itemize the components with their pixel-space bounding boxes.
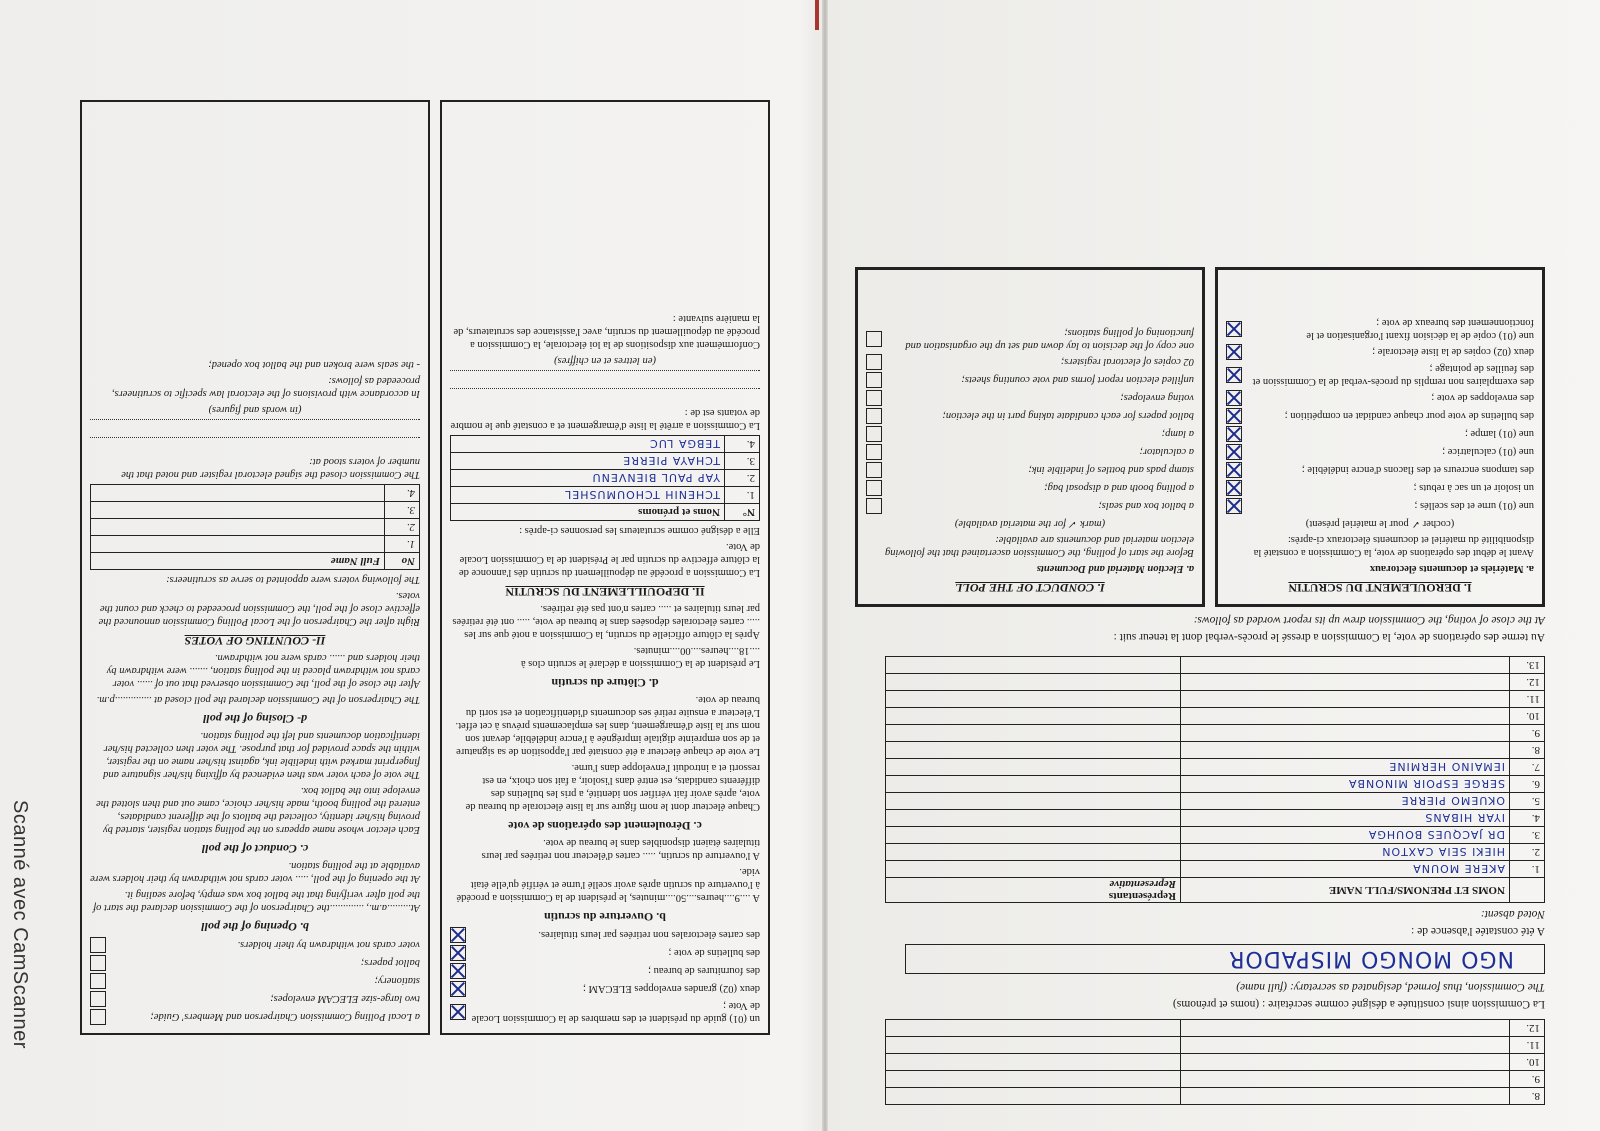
watermark <box>0 800 40 1100</box>
representative-row <box>886 674 1545 691</box>
scrutineer-en-num: 4. <box>385 485 420 502</box>
right-page <box>855 65 1545 1105</box>
representative-row <box>886 725 1545 742</box>
representative-num: 6. <box>1510 776 1545 793</box>
right-fr-material-checkbox[interactable] <box>1226 498 1242 514</box>
page-fold <box>822 0 828 1131</box>
representative-name <box>1181 691 1510 708</box>
member-rep-cell <box>886 1054 1181 1071</box>
left-fr-material-item-label: des fournitures de bureau ; <box>648 965 760 977</box>
closing-statement-en: At the close of voting, the Commission drew up its report worded as follows: <box>1193 614 1545 626</box>
representative-name <box>1181 674 1510 691</box>
member-row <box>886 1071 1545 1088</box>
binding-mark <box>815 0 819 30</box>
right-fr-material-checkbox[interactable] <box>1226 344 1242 360</box>
rep-header-num <box>1510 878 1545 903</box>
representative-cell <box>886 759 1181 776</box>
left-fr-material-item <box>450 927 760 943</box>
left-en-material-item-label: ballot papers; <box>360 957 420 969</box>
left-en-material-checkbox[interactable] <box>90 955 106 971</box>
scrut-header-n-en: No <box>385 553 420 570</box>
left-en-material-item-label: stationery; <box>374 975 420 987</box>
rep-header-rep-fr: Représentants <box>1108 890 1176 902</box>
right-en-material-item-label: a ballot box and seals; <box>1098 500 1194 512</box>
scrutineer-en-row <box>91 519 420 536</box>
absence-label-fr: A été constatée l'absence de : <box>1411 925 1545 937</box>
representative-name: DR JACQUES BOUHGA <box>1181 827 1510 844</box>
representative-row <box>886 759 1545 776</box>
representative-num: 5. <box>1510 793 1545 810</box>
materials-intro-fr: Avant le début des opérations de vote, la Commission a constaté la disponibilité du matériel et documents électoraux ci-après: <box>1253 534 1534 558</box>
right-en-material-checkbox[interactable] <box>866 408 882 424</box>
closing-text2-fr: Après la clôture officielle du scrutin, la Commission a noté que sur les ..... cartes électorales déposées dans le bureau de vote, ..... ont été retirées par leurs titulaires et ..... cartes n'ont pas été retirées. <box>452 603 760 640</box>
left-fr-material-item <box>450 945 760 961</box>
conduct-poll-title-fr: I. DEROULEMENT DU SCRUTIN <box>1288 581 1472 595</box>
left-fr-material-checkbox[interactable] <box>450 963 466 979</box>
right-fr-material-checkbox[interactable] <box>1226 480 1242 496</box>
representative-cell <box>886 708 1181 725</box>
left-fr-material-checkbox[interactable] <box>450 927 466 943</box>
member-row <box>886 1054 1545 1071</box>
right-fr-material-item-label: une (01) lampe ; <box>1464 428 1534 440</box>
scrutineer-fr-num: 3. <box>725 453 760 470</box>
representative-num: 8. <box>1510 742 1545 759</box>
scrutineer-en-name <box>91 536 385 553</box>
scrutineer-en-name <box>91 485 385 502</box>
right-en-material-checkbox[interactable] <box>866 480 882 496</box>
conduct-text-fr: Chaque électeur dont le nom figure sur la liste électorale du bureau de vote, après avoir fait vérifier son identité, a pris les bulletins des différents candidats, est entré dans l'isoloir, a fait son choix, en est ressorti et a introduit l'enveloppe dans l'urne. <box>465 762 760 812</box>
rep-header-name: NOMS ET PRENOMS/FULL NAME <box>1181 878 1510 903</box>
counting-text-en: Right after the Chairperson of the Local Polling Commission announced the effective close of the poll, the Commission proceeded to check and count the votes. <box>98 590 420 627</box>
counting-text2-fr: Elle a désigné comme scrutateurs les personnes ci-après : <box>519 525 760 536</box>
representative-name: SERGE ESPOIR MINONBA <box>1181 776 1510 793</box>
representative-row <box>886 691 1545 708</box>
closing-title-fr: d. Clôture du scrutin <box>551 676 659 690</box>
words-figures-fr: (en lettres et en chiffres) <box>554 355 656 366</box>
conduct-title-fr: c. Déroulement des opérations de vote <box>508 819 702 833</box>
right-en-material-item-label: voting envelopes; <box>1120 392 1194 404</box>
materials-sub-fr: a. Matériels et documents électoraux <box>1369 563 1534 574</box>
conduct-text-en: Each elector whose name appears on the polling station register, started by proving his/her identity, collected the ballots of the different candidates, entered the polling booth, made his/her choice, came out and then slotted the envelope into the ballot box. <box>96 785 420 835</box>
scrut-header-n: N° <box>725 504 760 521</box>
representative-row <box>886 657 1545 674</box>
materials-fr-box <box>1215 267 1545 607</box>
left-fr-material-item-label: des bulletins de vote ; <box>668 947 760 959</box>
left-en-material-item <box>90 937 420 953</box>
left-en-material-checkbox[interactable] <box>90 937 106 953</box>
scrutineer-en-row <box>91 502 420 519</box>
right-fr-material-item <box>1226 426 1534 442</box>
right-fr-material-checkbox[interactable] <box>1226 390 1242 406</box>
left-fr-material-checkbox[interactable] <box>450 1004 466 1020</box>
right-en-material-checkbox[interactable] <box>866 390 882 406</box>
representative-num: 4. <box>1510 810 1545 827</box>
member-rep-cell <box>886 1088 1181 1105</box>
representative-name: AKERE MOUNA <box>1181 861 1510 878</box>
scrutineer-fr-row <box>451 453 760 470</box>
member-name-cell <box>1181 1088 1510 1105</box>
right-fr-material-item <box>1226 316 1534 342</box>
voters-count-text-en: The Commission closed the signed electoral register and noted that the number of voters stood at: <box>121 456 420 480</box>
right-en-material-checkbox[interactable] <box>866 498 882 514</box>
counting-title-fr: II. DEPOUILLEMENT DU SCRUTIN <box>505 585 705 599</box>
secretary-label-en: The Commission, thus formed, designated as secretary: (full name) <box>1236 981 1545 993</box>
member-rep-cell <box>886 1037 1181 1054</box>
right-en-material-item-label: one copy of the decision to lay down and set up the organisation and functioning of polling stations; <box>905 327 1194 351</box>
counting-text2-en: The following voters were appointed to serve as scrutineers: <box>166 574 420 585</box>
left-en-column <box>80 100 430 1035</box>
counting-text-fr: La Commission a procédé au dépouillement du scrutin dès l'annonce de la clôture effective du scrutin par le Président de la Commission Locale de Vote. <box>458 541 760 578</box>
member-name-cell <box>1181 1020 1510 1037</box>
right-en-material-checkbox[interactable] <box>866 331 882 347</box>
scrutineer-en-num: 2. <box>385 519 420 536</box>
absence-label-en: Noted absent: <box>1480 908 1545 920</box>
representative-name <box>1181 742 1510 759</box>
right-fr-material-checkbox[interactable] <box>1226 408 1242 424</box>
representative-row <box>886 793 1545 810</box>
scrutineer-fr-row <box>451 487 760 504</box>
scrutineer-en-row <box>91 485 420 502</box>
right-fr-material-checkbox[interactable] <box>1226 462 1242 478</box>
secretary-name-box <box>905 944 1545 974</box>
left-en-material-checkbox[interactable] <box>90 991 106 1007</box>
closing-text2-en: After the close of the poll, the Commission observed that out of ...... voter cards not withdrawn placed in the polling station, ....... were withdrawn by their holders and ...... cards were not withdrawn. <box>106 652 420 689</box>
scrutineer-fr-name: TCHENIH TCHOUMUSHEL <box>451 487 725 504</box>
representative-row <box>886 742 1545 759</box>
conduct-text2-fr: Le vote de chaque électeur a été constaté par l'apposition de sa signature et de son empreinte digitale imprégnée à l'encre indélébile, devant son nom sur la liste d'émargement, dans les emplacements prévus à cet effet. L'électeur a ensuite retiré ses documents d'identification et est sorti du bureau de vote. <box>455 694 760 757</box>
left-fr-material-item <box>450 963 760 979</box>
member-name-cell <box>1181 1037 1510 1054</box>
representative-cell <box>886 776 1181 793</box>
left-en-material-item-label: two large-size ELECAM envelopes; <box>270 993 420 1005</box>
representative-cell <box>886 793 1181 810</box>
counting-title-en: II- COUNTING OF VOTES <box>184 634 326 648</box>
representative-cell <box>886 674 1181 691</box>
right-en-material-item-label: a polling booth and a disposal bag; <box>1044 482 1194 494</box>
right-en-material-item-label: ballot papers for each candidate taking part in the election; <box>942 410 1194 422</box>
counting-text4-en: In accordance with provisions of the electoral law specific to scrutineers, proceeded as follows: <box>111 375 420 399</box>
right-en-material-item <box>866 444 1194 460</box>
right-fr-material-item <box>1226 390 1534 406</box>
left-fr-material-item-label: deux (02) grandes enveloppes ELECAM ; <box>583 983 760 995</box>
representative-row <box>886 708 1545 725</box>
member-num: 9. <box>1510 1071 1545 1088</box>
secretary-label-fr: La Commission ainsi constituée a désigné comme secrétaire : (noms et prénoms) <box>1172 998 1545 1010</box>
representative-num: 1. <box>1510 861 1545 878</box>
right-en-material-item-label: a calculator; <box>1139 446 1194 458</box>
scrutineers-table-fr <box>450 435 760 521</box>
representative-num: 13. <box>1510 657 1545 674</box>
closing-text-fr: Le président de la Commission a déclaré le scrutin clos à ....18....heures....00....minutes. <box>520 645 760 669</box>
left-fr-material-item-label: des cartes électorales non retirées par leurs titulaires. <box>538 929 760 941</box>
words-figures-en: (in words and figures) <box>208 404 302 415</box>
opening-text2-fr: A l'ouverture du scrutin, ..... cartes d'électeur non retirées par leurs titulaires étaient disponibles dans le bureau de vote. <box>481 837 760 861</box>
member-num: 8. <box>1510 1088 1545 1105</box>
rep-header-rep <box>886 878 1181 903</box>
member-num: 12. <box>1510 1020 1545 1037</box>
left-fr-column <box>440 100 770 1035</box>
representative-name <box>1181 657 1510 674</box>
representative-cell <box>886 742 1181 759</box>
representative-num: 3. <box>1510 827 1545 844</box>
representative-row <box>886 810 1545 827</box>
opening-text2-en: At the opening of the poll, ..... voter cards not withdrawn by their holders were available at the polling station. <box>90 860 420 884</box>
right-fr-material-item-label: des tampons encreurs et des flacons d'encre indélébile ; <box>1301 464 1534 476</box>
right-fr-material-item-label: deux (02) copies de la liste électorale ; <box>1372 346 1534 358</box>
right-fr-material-checkbox[interactable] <box>1226 367 1242 383</box>
closing-text-en: The Chairperson of the Commission declared the poll closed at ..............p.m. <box>96 694 420 705</box>
right-fr-material-checkbox[interactable] <box>1226 444 1242 460</box>
representative-name: IEMAINO HERMINE <box>1181 759 1510 776</box>
left-en-material-item <box>90 1009 420 1025</box>
representative-num: 7. <box>1510 759 1545 776</box>
voters-count-text-fr: La Commission a arrêté la liste d'émargement et a constaté que le nombre de votants est de : <box>450 407 760 431</box>
right-en-material-item-label: 02 copies of electoral registers; <box>1060 356 1194 368</box>
representative-row <box>886 861 1545 878</box>
scrutineer-en-num: 3. <box>385 502 420 519</box>
right-en-material-item <box>866 462 1194 478</box>
left-page <box>80 100 770 1035</box>
member-row <box>886 1020 1545 1037</box>
right-en-material-item-label: a lamp; <box>1161 428 1194 440</box>
opening-title-en: b. Opening of the poll <box>201 920 309 934</box>
secretary-name: NGO MONGO MISPADOR <box>1228 946 1514 972</box>
right-en-material-checkbox[interactable] <box>866 354 882 370</box>
scrutineer-en-row <box>91 536 420 553</box>
materials-en-box <box>855 267 1205 607</box>
representative-row <box>886 776 1545 793</box>
scrutineers-table-en <box>90 484 420 570</box>
representative-name <box>1181 708 1510 725</box>
representative-cell <box>886 657 1181 674</box>
right-fr-material-item-label: des exemplaires non remplis du procès-verbal de la Commission et des feuilles de pointage ; <box>1252 363 1534 387</box>
scrutineer-en-name <box>91 502 385 519</box>
right-fr-material-item-label: des bulletins de vote pour chaque candidat en compétition ; <box>1284 410 1534 422</box>
member-row <box>886 1037 1545 1054</box>
opening-text-en: At.........a.m., .............the Chairperson of the Commission declared the start of the poll after verifying that the ballot box was empty, before sealing it. <box>93 889 420 913</box>
member-row <box>886 1088 1545 1105</box>
representative-num: 12. <box>1510 674 1545 691</box>
counting-text4-fr: Conformément aux dispositions de la loi électorale, la Commission a procédé au dépouillement du scrutin, avec l'assistance des scrutateurs, de la manière suivante : <box>453 313 760 350</box>
left-en-material-item <box>90 991 420 1007</box>
right-en-material-item <box>866 480 1194 496</box>
representative-name <box>1181 725 1510 742</box>
member-num: 10. <box>1510 1054 1545 1071</box>
right-fr-material-item <box>1226 498 1534 514</box>
right-en-material-item <box>866 498 1194 514</box>
representative-name: HIEKI SEIA CAXTON <box>1181 844 1510 861</box>
right-en-material-checkbox[interactable] <box>866 426 882 442</box>
opening-title-fr: b. Ouverture du scrutin <box>544 910 666 924</box>
left-fr-material-checkbox[interactable] <box>450 945 466 961</box>
right-fr-material-item-label: une (01) urne et des scellés ; <box>1414 500 1534 512</box>
scrut-header-name: Noms et prénoms <box>451 504 725 521</box>
right-fr-material-item <box>1226 344 1534 360</box>
representative-cell <box>886 844 1181 861</box>
member-name-cell <box>1181 1071 1510 1088</box>
left-en-material-checkbox[interactable] <box>90 1009 106 1025</box>
right-en-material-item <box>866 372 1194 388</box>
member-num: 11. <box>1510 1037 1545 1054</box>
right-fr-material-checkbox[interactable] <box>1226 426 1242 442</box>
conduct-text2-en: The vote of each voter was then evidenced by affixing his/her signature and fingerprint marked with indelible ink, against his/her name on the register, within the space provided for that purpose. The voter then collected his/her identification documents and left the polling station. <box>103 730 420 780</box>
representative-num: 10. <box>1510 708 1545 725</box>
left-en-material-item <box>90 973 420 989</box>
materials-sub-en: a. Election Material and Documents <box>1036 563 1194 574</box>
representative-name: OKUEMO PIERRE <box>1181 793 1510 810</box>
right-fr-material-item-label: une (01) calculatrice ; <box>1442 446 1534 458</box>
scrutineer-en-num: 1. <box>385 536 420 553</box>
material-section <box>855 267 1545 607</box>
rep-header-rep-en: Representative <box>1109 878 1176 890</box>
scrutineer-fr-name: YAP PAUL BIENVENU <box>451 470 725 487</box>
right-fr-material-item <box>1226 362 1534 388</box>
materials-note-en: (mark ✓ for the material available) <box>954 518 1106 529</box>
right-fr-material-item <box>1226 462 1534 478</box>
representative-row <box>886 844 1545 861</box>
member-name-cell <box>1181 1054 1510 1071</box>
right-en-material-checkbox[interactable] <box>866 372 882 388</box>
representative-cell <box>886 861 1181 878</box>
left-en-material-item-label: a Local Polling Commission Chairperson and Members' Guide; <box>150 1011 420 1023</box>
representative-name: IYAR HIBANS <box>1181 810 1510 827</box>
scrutineer-fr-name: TCHAYA PIERRE <box>451 453 725 470</box>
scrutineer-fr-num: 4. <box>725 436 760 453</box>
right-en-material-item <box>866 390 1194 406</box>
representative-num: 9. <box>1510 725 1545 742</box>
opening-text-fr: A ....9....heures....50....minutes, le président de la Commission a procédé à l'ouverture du scrutin après avoir scellé l'urne et vérifié qu'elle était vide. <box>456 866 760 903</box>
left-en-material-item-label: voter cards not withdrawn by their holders. <box>237 939 420 951</box>
representative-num: 2. <box>1510 844 1545 861</box>
materials-intro-en: Before the start of polling, the Commission ascertained that the following election material and documents are available: <box>884 534 1194 558</box>
right-fr-material-item-label: des enveloppes de vote ; <box>1431 392 1534 404</box>
watermark-text: Scanné avec CamScanner <box>9 800 31 1049</box>
right-en-material-checkbox[interactable] <box>866 444 882 460</box>
scrutineer-fr-num: 2. <box>725 470 760 487</box>
right-en-material-item <box>866 426 1194 442</box>
right-en-material-item-label: unfilled election report forms and vote counting sheets; <box>961 374 1194 386</box>
left-fr-material-checkbox[interactable] <box>450 981 466 997</box>
closing-statement-fr: Au terme des opérations de vote, la Commission a dressé le procès-verbal dont la teneur suit : <box>1113 631 1545 643</box>
materials-note-fr: (cocher ✓ pour le matériel présent) <box>1305 518 1455 529</box>
right-en-material-checkbox[interactable] <box>866 462 882 478</box>
representative-cell <box>886 691 1181 708</box>
left-fr-material-item <box>450 999 760 1025</box>
scrutineer-fr-row <box>451 470 760 487</box>
member-rep-cell <box>886 1020 1181 1037</box>
right-en-material-item <box>866 326 1194 352</box>
right-en-material-item <box>866 354 1194 370</box>
right-fr-material-item-label: un isoloir et un sac à rebuts ; <box>1413 482 1534 494</box>
scrut-header-name-en: Full Name <box>91 553 385 570</box>
left-en-material-item <box>90 955 420 971</box>
left-fr-material-item <box>450 981 760 997</box>
representatives-table <box>885 656 1545 903</box>
closing-title-en: d- Closing of the poll <box>203 712 308 726</box>
right-fr-material-item <box>1226 408 1534 424</box>
right-en-material-item <box>866 408 1194 424</box>
scrutineer-fr-row <box>451 436 760 453</box>
representative-num: 11. <box>1510 691 1545 708</box>
scrutineer-en-name <box>91 519 385 536</box>
counting-text5-en: - the seals were broken and the ballot box opened; <box>208 359 420 370</box>
representative-row <box>886 827 1545 844</box>
conduct-poll-title-en: I. CONDUCT OF THE POLL <box>955 581 1105 595</box>
left-en-material-checkbox[interactable] <box>90 973 106 989</box>
member-rep-cell <box>886 1071 1181 1088</box>
representative-cell <box>886 725 1181 742</box>
scrutineer-fr-num: 1. <box>725 487 760 504</box>
representative-cell <box>886 827 1181 844</box>
scrutineer-fr-name: TEBGA LUC <box>451 436 725 453</box>
members-table-continued <box>885 1019 1545 1105</box>
right-fr-material-item <box>1226 444 1534 460</box>
representative-cell <box>886 810 1181 827</box>
conduct-title-en: c. Conduct of the poll <box>201 842 309 856</box>
right-fr-material-checkbox[interactable] <box>1226 321 1242 337</box>
right-fr-material-item <box>1226 480 1534 496</box>
right-fr-material-item-label: une (01) copie de la décision fixant l'organisation et le fonctionnement des bureaux de vote ; <box>1306 317 1534 341</box>
right-en-material-item-label: stamp pads and bottles of indelible ink; <box>1028 464 1194 476</box>
left-fr-material-item-label: un (01) guide du président et des membres de la Commission Locale de Vote ; <box>471 1000 760 1024</box>
